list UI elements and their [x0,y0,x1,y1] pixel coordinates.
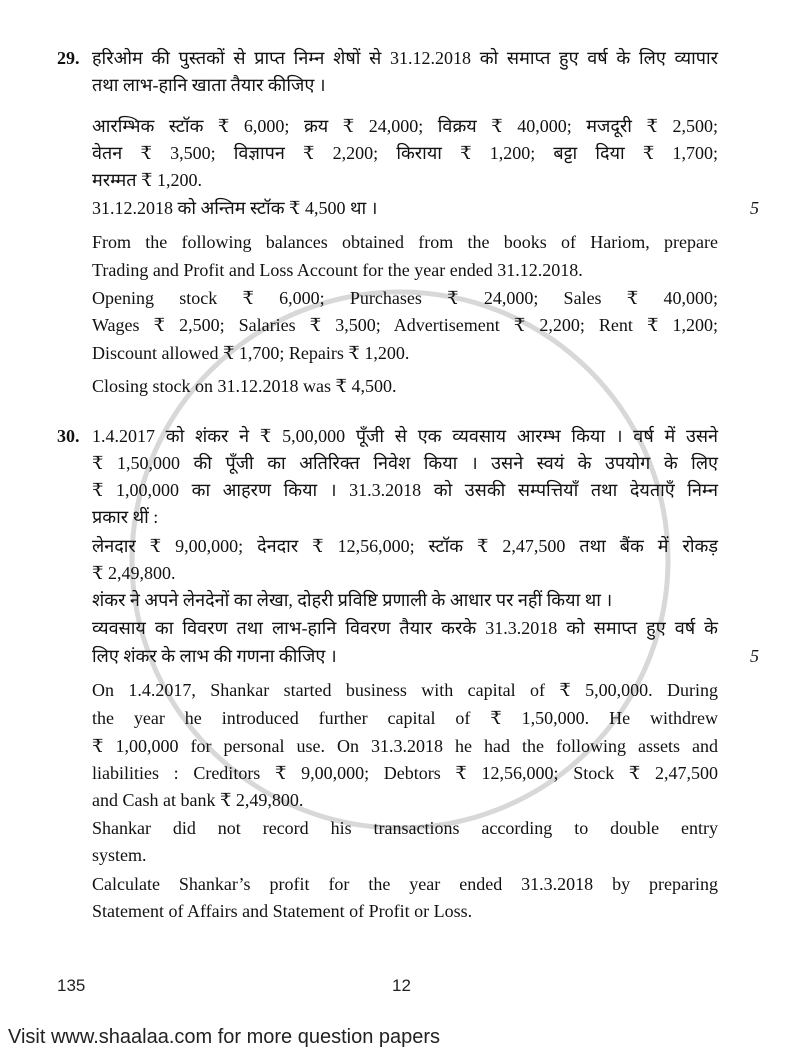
hindi-text-line: मरम्मत ₹ 1,200. [92,170,202,190]
hindi-text-line: प्रकार थीं : [92,507,159,527]
english-text-line: Statement of Affairs and Statement of Profit or Loss. [92,901,473,921]
paper-code: 135 [57,976,86,995]
hindi-text-line: ₹ 1,00,000 का आहरण किया । 31.3.2018 को उसकी सम्पत्तियाँ तथा देयताएँ निम्न [92,480,718,500]
hindi-text-line: लेनदार ₹ 9,00,000; देनदार ₹ 12,56,000; स्टॉक ₹ 2,47,500 तथा बैंक में रोकड़ [92,536,718,556]
english-text-line: and Cash at bank ₹ 2,49,800. [92,790,304,810]
hindi-text-line: 31.12.2018 को अन्तिम स्टॉक ₹ 4,500 था । [92,198,378,218]
hindi-text-line: वेतन ₹ 3,500; विज्ञापन ₹ 2,200; किराया ₹ 1,200; बट्टा दिया ₹ 1,700; [92,143,718,163]
english-text-line: On 1.4.2017, Shankar started business with capital of ₹ 5,00,000. During [92,680,718,700]
english-text-line: system. [92,845,147,865]
english-text-line: Discount allowed ₹ 1,700; Repairs ₹ 1,200. [92,343,410,363]
question-number: 29. [57,48,80,68]
english-text-line: the year he introduced further capital of ₹ 1,50,000. He withdrew [92,708,718,728]
english-text-line: From the following balances obtained from the books of Hariom, prepare [92,232,718,252]
hindi-text-line: ₹ 2,49,800. [92,563,176,583]
english-text-line: liabilities : Creditors ₹ 9,00,000; Debtors ₹ 12,56,000; Stock ₹ 2,47,500 [92,763,718,783]
hindi-text-line: ₹ 1,50,000 की पूँजी का अतिरिक्त निवेश किया । उसने स्वयं के उपयोग के लिए [92,453,718,473]
hindi-text-line: 1.4.2017 को शंकर ने ₹ 5,00,000 पूँजी से एक व्यवसाय आरम्भ किया । वर्ष में उसने [92,426,718,446]
hindi-text-line: हरिओम की पुस्तकों से प्राप्त निम्न शेषों से 31.12.2018 को समाप्त हुए वर्ष के लिए व्यापार [92,48,718,68]
english-text-line: Opening stock ₹ 6,000; Purchases ₹ 24,000; Sales ₹ 40,000; [92,288,718,308]
question-number: 30. [57,426,80,446]
question-marks: 5 [750,646,759,666]
english-text-line: Calculate Shankar’s profit for the year ended 31.3.2018 by preparing [92,874,718,894]
hindi-text-line: व्यवसाय का विवरण तथा लाभ-हानि विवरण तैयार करके 31.3.2018 को समाप्त हुए वर्ष के [92,618,718,638]
hindi-text-line: लिए शंकर के लाभ की गणना कीजिए । [92,646,337,666]
hindi-text-line: तथा लाभ-हानि खाता तैयार कीजिए । [92,75,326,95]
hindi-text-line: शंकर ने अपने लेनदेनों का लेखा, दोहरी प्रविष्टि प्रणाली के आधार पर नहीं किया था । [92,590,613,610]
english-text-line: ₹ 1,00,000 for personal use. On 31.3.2018 he had the following assets and [92,736,718,756]
english-text-line: Shankar did not record his transactions according to double entry [92,818,718,838]
english-text-line: Trading and Profit and Loss Account for the year ended 31.12.2018. [92,260,583,280]
question-marks: 5 [750,198,759,218]
hindi-text-line: आरम्भिक स्टॉक ₹ 6,000; क्रय ₹ 24,000; विक्रय ₹ 40,000; मजदूरी ₹ 2,500; [92,116,718,136]
english-text-line: Wages ₹ 2,500; Salaries ₹ 3,500; Advertisement ₹ 2,200; Rent ₹ 1,200; [92,315,718,335]
visit-footer: Visit www.shaalaa.com for more question papers [8,1026,441,1048]
english-text-line: Closing stock on 31.12.2018 was ₹ 4,500. [92,376,397,396]
page-number: 12 [392,976,411,995]
